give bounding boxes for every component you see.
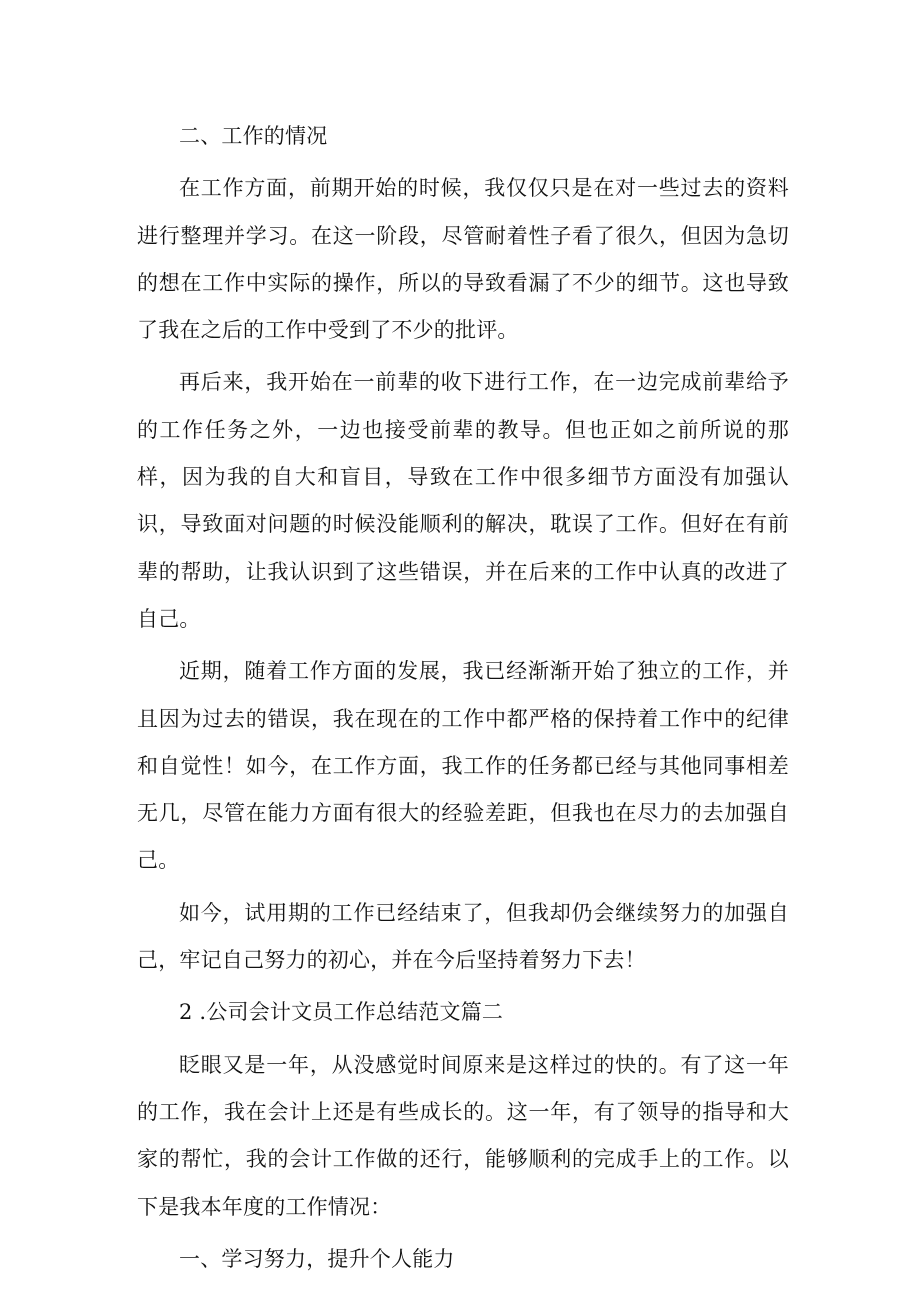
- document-body: [137, 113, 789, 1283]
- paragraph-recent-work: 近期，随着工作方面的发展，我已经渐渐开始了独立的工作，并且因为过去的错误，我在现在的工作中都严格的保持着工作中的纪律和自觉性！如今，在工作方面，我工作的任务都已经与其他同事相差无几，尽管在能力方面有很大的经验差距，但我也在尽力的去加强自己。: [137, 659, 789, 873]
- section-heading-learning: 一、学习努力，提升个人能力: [179, 1246, 455, 1271]
- section-heading-work-status: 二、工作的情况: [179, 124, 328, 148]
- paragraph-mentor-work: 再后来，我开始在一前辈的收下进行工作，在一边完成前辈给予的工作任务之外，一边也接受前辈的教导。但也正如之前所说的那样，因为我的自大和盲目，导致在工作中很多细节方面没有加强认识，导致面对问题的时候没能顺利的解决，耽误了工作。但好在有前辈的帮助，让我认识到了这些错误，并在后来的工作中认真的改进了自己。: [137, 370, 789, 631]
- article-title-two: 2 .公司会计文员工作总结范文篇二: [179, 1000, 504, 1025]
- paragraph-early-work: 在工作方面，前期开始的时候，我仅仅只是在对一些过去的资料进行整理并学习。在这一阶段，尽管耐着性子看了很久，但因为急切的想在工作中实际的操作，所以的导致看漏了不少的细节。这也导致了我在之后的工作中受到了不少的批评。: [137, 176, 789, 343]
- paragraph-probation-end: 如今，试用期的工作已经结束了，但我却仍会继续努力的加强自己，牢记自己努力的初心，并在今后坚持着努力下去！: [137, 900, 789, 973]
- paragraph-year-summary: 眨眼又是一年，从没感觉时间原来是这样过的快的。有了这一年的工作，我在会计上还是有些成长的。这一年，有了领导的指导和大家的帮忙，我的会计工作做的还行，能够顺利的完成手上的工作。以下是我本年度的工作情况：: [137, 1052, 789, 1219]
